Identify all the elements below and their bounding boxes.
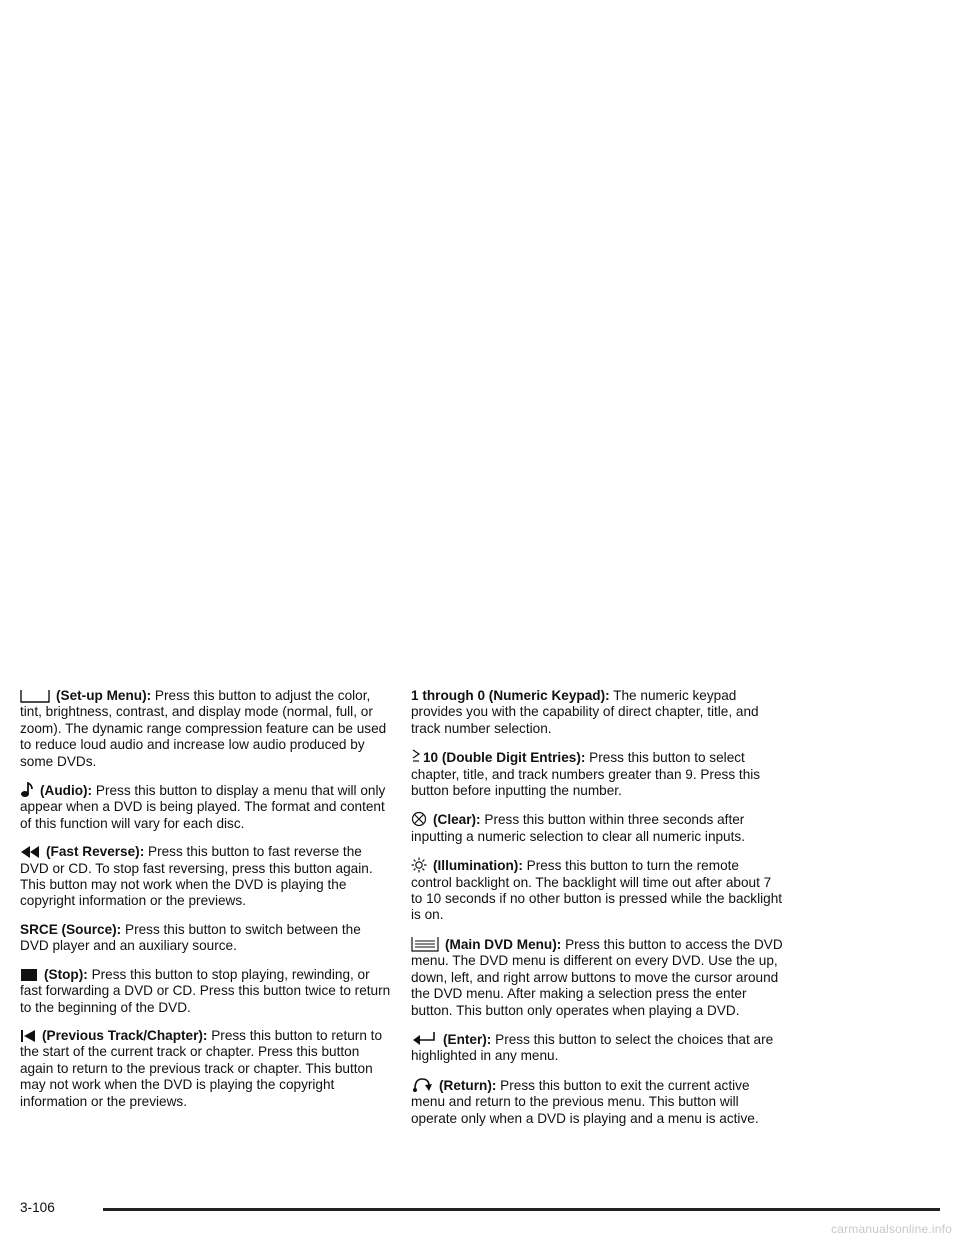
entry-term: (Fast Reverse): [46, 844, 145, 860]
entry-description: Press this button within three seconds after inputting a numeric selection to clear all numeric inputs. [411, 812, 745, 844]
entry-description: Press this button to turn the remote control backlight on. The backlight will time out after about 7 to 10 seconds if no other button is pressed while the backlight is on. [411, 858, 783, 923]
entry-stop [20, 967, 392, 1016]
entry-term: (Return): [439, 1077, 497, 1093]
entry-term: (Audio): [40, 783, 93, 799]
entry-description: Press this button to display a menu that will only appear when a DVD is being played. The format and content of this function will vary for each disc. [20, 783, 386, 831]
entry-term: (Main DVD Menu): [445, 936, 562, 952]
main-menu-icon [411, 936, 439, 952]
entry-source [20, 922, 392, 955]
enter-icon [411, 1031, 437, 1047]
footer-rule [103, 1208, 940, 1211]
entry-term: 1 through 0 (Numeric Keypad): [411, 688, 610, 703]
entry-enter [411, 1031, 783, 1065]
entry-description: Press this button to adjust the color, tint, brightness, contrast, and display mode (normal, full, or zoom). The dynamic range compression feature can be used to reduce loud audio and increase low audio produced by some DVDs. [20, 688, 387, 769]
entry-clear [411, 811, 783, 845]
entry-description: Press this button to exit the current active menu and return to the previous menu. This button will operate only when a DVD is playing and a menu is active. [411, 1077, 759, 1126]
entry-audio [20, 782, 392, 832]
entry-term: 10 (Double Digit Entries): [423, 750, 586, 766]
entry-term: (Set-up Menu): [56, 688, 152, 703]
stop-icon [20, 968, 38, 982]
entry-setup-menu [20, 688, 392, 770]
entry-description: The numeric keypad provides you with the capability of direct chapter, title, and track number selection. [411, 688, 759, 736]
entry-term: (Illumination): [433, 858, 523, 874]
entry-numeric-keypad [411, 688, 783, 737]
setup-menu-icon [20, 689, 50, 703]
entry-illumination [411, 857, 783, 924]
right-column [411, 688, 783, 1139]
entry-description: Press this button to switch between the DVD player and an auxiliary source. [20, 921, 361, 954]
entry-description: Press this button to select the choices that are highlighted in any menu. [411, 1031, 774, 1064]
greater-equal-icon [411, 749, 421, 765]
entry-term: SRCE (Source): [20, 921, 122, 937]
illumination-icon [411, 857, 427, 873]
entry-term: (Previous Track/Chapter): [42, 1027, 208, 1043]
entry-previous-track [20, 1028, 392, 1110]
entry-description: Press this button to access the DVD menu. The DVD menu is different on every DVD. Use the up, down, left, and right arrow buttons to move the cursor around the DVD menu. After making a selection press the enter button. This button only operates when playing a DVD. [411, 936, 783, 1018]
entry-description: Press this button to return to the start of the current track or chapter. Press this button again to return to the previous track or chapter. This button may not work when the DVD is playing the copyright information or the previews. [20, 1027, 382, 1109]
return-icon [411, 1077, 433, 1093]
entry-description: Press this button to select chapter, title, and track numbers greater than 9. Press this button before inputting the number. [411, 750, 761, 799]
entry-term: (Stop): [44, 966, 88, 982]
entry-return [411, 1077, 783, 1127]
entry-term: (Enter): [443, 1031, 492, 1047]
entry-description: Press this button to fast reverse the DVD or CD. To stop fast reversing, press this button again. This button may not work when the DVD is playing the copyright information or the previews. [20, 844, 373, 909]
entry-main-dvd-menu [411, 936, 783, 1019]
fast-reverse-icon [20, 845, 40, 859]
page-number: 3-106 [20, 1200, 55, 1215]
entry-fast-reverse [20, 844, 392, 910]
clear-icon [411, 811, 427, 827]
entry-double-digit [411, 749, 783, 799]
audio-note-icon [20, 782, 34, 798]
watermark: carmanualsonline.info [831, 1222, 952, 1236]
entry-term: (Clear): [433, 812, 481, 828]
previous-track-icon [20, 1029, 36, 1043]
left-column [20, 688, 392, 1122]
entry-description: Press this button to stop playing, rewinding, or fast forwarding a DVD or CD. Press this button twice to return to the beginning of the DVD. [20, 966, 391, 1015]
